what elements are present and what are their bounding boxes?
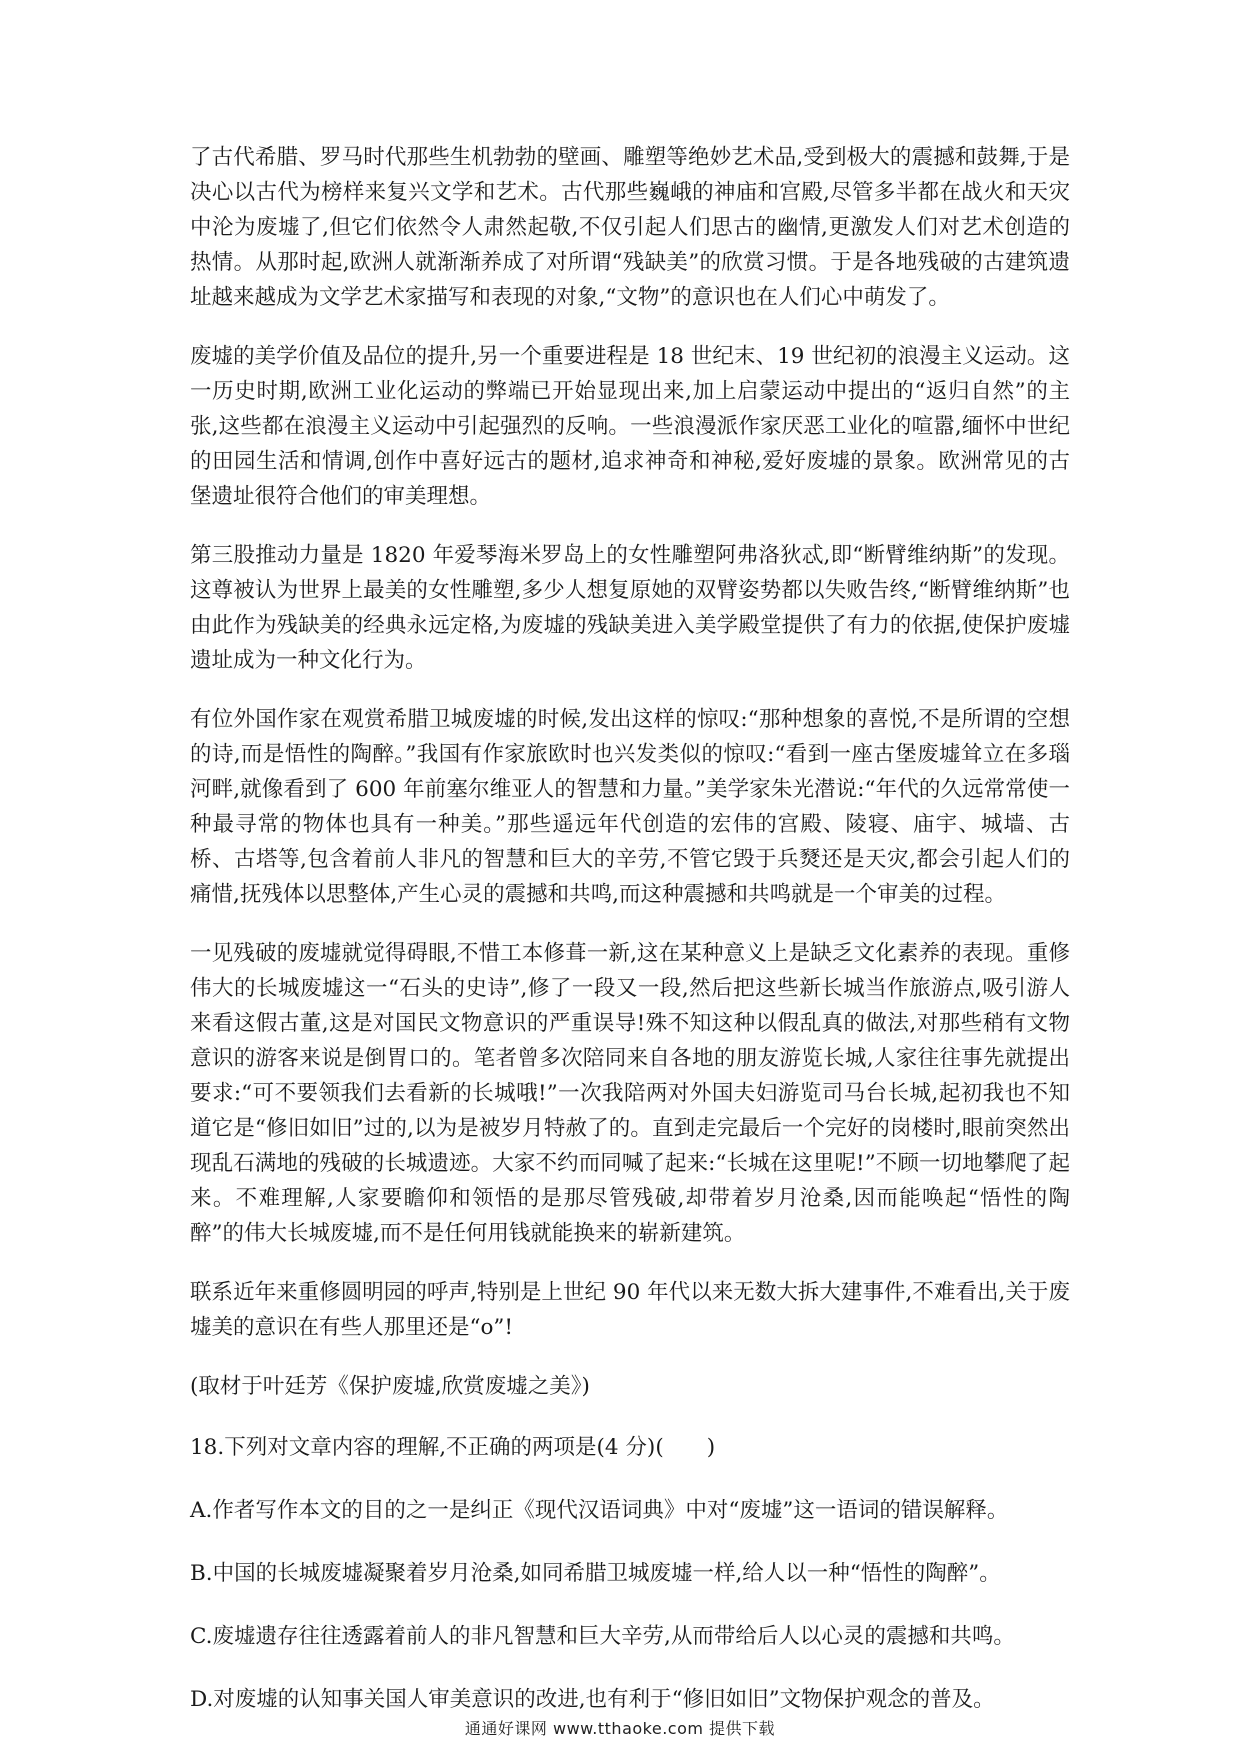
question-stem: 18.下列对文章内容的理解,不正确的两项是(4 分)( ) (190, 1435, 716, 1460)
paragraph-6: 联系近年来重修圆明园的呼声,特别是上世纪 90 年代以来无数大拆大建事件,不难看出,关于废墟美的意识在有些人那里还是“o”! (190, 1280, 1070, 1340)
source-citation: (取材于叶廷芳《保护废墟,欣赏废墟之美》) (190, 1374, 590, 1399)
document-body (190, 140, 1070, 1745)
paragraph-4: 有位外国作家在观赏希腊卫城废墟的时候,发出这样的惊叹:“那种想象的喜悦,不是所谓的空想的诗,而是悟性的陶醉。”我国有作家旅欧时也兴发类似的惊叹:“看到一座古堡废墟耸立在多瑙河畔,就像看到了 600 年前塞尔维亚人的智慧和力量。”美学家朱光潜说:“年代的久远常常使一种最寻常的物体也具有一种美。”那些遥远年代创造的宏伟的宫殿、陵寝、庙宇、城墙、古桥、古塔等,包含着前人非凡的智慧和巨大的辛劳,不管它毁于兵燹还是天灾,都会引起人们的痛惜,抚残体以思整体,产生心灵的震撼和共鸣,而这种震撼和共鸣就是一个审美的过程。 (190, 707, 1070, 907)
option-c: C.废墟遗存往往透露着前人的非凡智慧和巨大辛劳,从而带给后人以心灵的震撼和共鸣。 (190, 1624, 1015, 1649)
paragraph-5: 一见残破的废墟就觉得碍眼,不惜工本修葺一新,这在某种意义上是缺乏文化素养的表现。重修伟大的长城废墟这一“石头的史诗”,修了一段又一段,然后把这些新长城当作旅游点,吸引游人来看这假古董,这是对国民文物意识的严重误导!殊不知这种以假乱真的做法,对那些稍有文物意识的游客来说是倒胃口的。笔者曾多次陪同来自各地的朋友游览长城,人家往往事先就提出要求:“可不要领我们去看新的长城哦!”一次我陪两对外国夫妇游览司马台长城,起初我也不知道它是“修旧如旧”过的,以为是被岁月特赦了的。直到走完最后一个完好的岗楼时,眼前突然出现乱石满地的残破的长城遗迹。大家不约而同喊了起来:“长城在这里呢!”不顾一切地攀爬了起来。不难理解,人家要瞻仰和领悟的是那尽管残破,却带着岁月沧桑,因而能唤起“悟性的陶醉”的伟大长城废墟,而不是任何用钱就能换来的崭新建筑。 (190, 941, 1070, 1246)
option-d: D.对废墟的认知事关国人审美意识的改进,也有利于“修旧如旧”文物保护观念的普及。 (190, 1687, 995, 1712)
paragraph-2: 废墟的美学价值及品位的提升,另一个重要进程是 18 世纪末、19 世纪初的浪漫主义运动。这一历史时期,欧洲工业化运动的弊端已开始显现出来,加上启蒙运动中提出的“返归自然”的主张,这些都在浪漫主义运动中引起强烈的反响。一些浪漫派作家厌恶工业化的喧嚣,缅怀中世纪的田园生活和情调,创作中喜好远古的题材,追求神奇和神秘,爱好废墟的景象。欧洲常见的古堡遗址很符合他们的审美理想。 (190, 344, 1070, 509)
question-18 (190, 1430, 1070, 1717)
option-b: B.中国的长城废墟凝聚着岁月沧桑,如同希腊卫城废墟一样,给人以一种“悟性的陶醉”。 (190, 1561, 1001, 1586)
paragraph-1: 了古代希腊、罗马时代那些生机勃勃的壁画、雕塑等绝妙艺术品,受到极大的震撼和鼓舞,于是决心以古代为榜样来复兴文学和艺术。古代那些巍峨的神庙和宫殿,尽管多半都在战火和天灾中沦为废墟了,但它们依然令人肃然起敬,不仅引起人们思古的幽情,更激发人们对艺术创造的热情。从那时起,欧洲人就渐渐养成了对所谓“残缺美”的欣赏习惯。于是各地残破的古建筑遗址越来越成为文学艺术家描写和表现的对象,“文物”的意识也在人们心中萌发了。 (190, 145, 1070, 310)
paragraph-3: 第三股推动力量是 1820 年爱琴海米罗岛上的女性雕塑阿弗洛狄忒,即“断臂维纳斯”的发现。这尊被认为世界上最美的女性雕塑,多少人想复原她的双臂姿势都以失败告终,“断臂维纳斯”也由此作为残缺美的经典永远定格,为废墟的残缺美进入美学殿堂提供了有力的依据,使保护废墟遗址成为一种文化行为。 (190, 543, 1070, 673)
page-footer: 通通好课网 www.tthaoke.com 提供下载 (464, 1719, 776, 1738)
option-a: A.作者写作本文的目的之一是纠正《现代汉语词典》中对“废墟”这一语词的错误解释。 (190, 1498, 1009, 1523)
